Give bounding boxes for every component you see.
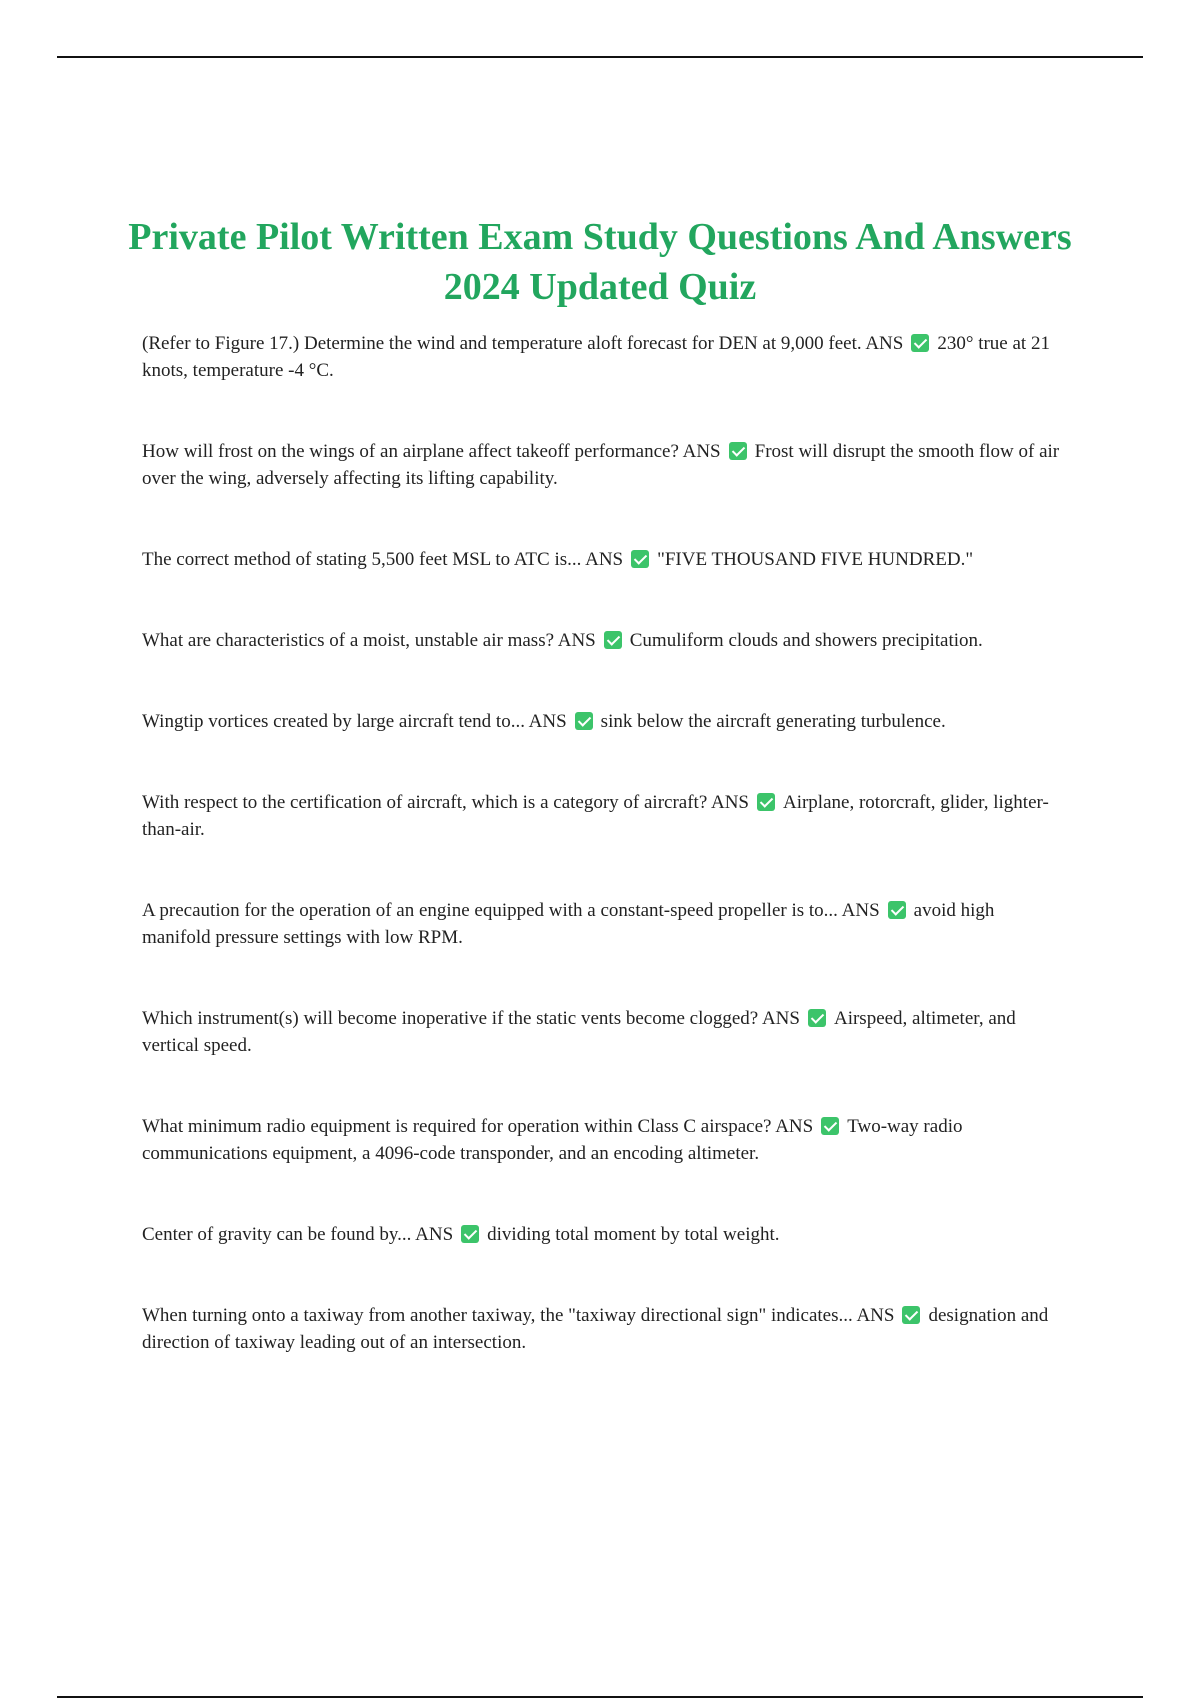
- question-text: A precaution for the operation of an engine equipped with a constant-speed propeller is to...: [142, 900, 842, 921]
- ans-label: ANS: [841, 900, 880, 921]
- check-mark-icon: [631, 550, 649, 568]
- ans-label: ANS: [710, 792, 749, 813]
- question-text: Which instrument(s) will become inoperative if the static vents become clogged?: [142, 1008, 762, 1029]
- ans-label: ANS: [856, 1305, 895, 1326]
- answer-text: Airplane, rotorcraft, glider, lighter-than-air.: [142, 792, 1049, 840]
- ans-label: ANS: [865, 333, 904, 354]
- ans-label: ANS: [557, 630, 596, 651]
- question-text: Wingtip vortices created by large aircraft tend to...: [142, 711, 529, 732]
- qa-item: [142, 546, 1062, 573]
- check-mark-icon: [729, 442, 747, 460]
- answer-text: sink below the aircraft generating turbulence.: [600, 711, 946, 732]
- check-mark-icon: [575, 712, 593, 730]
- qa-item: [142, 627, 1062, 654]
- check-mark-icon: [888, 901, 906, 919]
- ans-label: ANS: [761, 1008, 800, 1029]
- check-mark-icon: [604, 631, 622, 649]
- top-rule: [57, 56, 1143, 58]
- question-text: How will frost on the wings of an airplane affect takeoff performance?: [142, 441, 683, 462]
- check-mark-icon: [911, 334, 929, 352]
- qa-item: [142, 897, 1062, 951]
- question-text: What are characteristics of a moist, unstable air mass?: [142, 630, 558, 651]
- answer-text: Cumuliform clouds and showers precipitation.: [629, 630, 983, 651]
- qa-item: [142, 789, 1062, 843]
- ans-label: ANS: [775, 1116, 814, 1137]
- qa-item: [142, 1113, 1062, 1167]
- question-text: With respect to the certification of aircraft, which is a category of aircraft?: [142, 792, 711, 813]
- qa-item: [142, 438, 1062, 492]
- question-text: What minimum radio equipment is required for operation within Class C airspace?: [142, 1116, 776, 1137]
- question-text: The correct method of stating 5,500 feet MSL to ATC is...: [142, 549, 586, 570]
- question-text: When turning onto a taxiway from another taxiway, the "taxiway directional sign" indicates...: [142, 1305, 857, 1326]
- ans-label: ANS: [415, 1224, 454, 1245]
- qa-item: [142, 1005, 1062, 1059]
- answer-text: Frost will disrupt the smooth flow of air over the wing, adversely affecting its lifting capability.: [142, 441, 1060, 489]
- answer-text: Airspeed, altimeter, and vertical speed.: [142, 1008, 1016, 1056]
- qa-item: [142, 708, 1062, 735]
- qa-list: [142, 330, 1062, 1356]
- answer-text: "FIVE THOUSAND FIVE HUNDRED.": [657, 549, 974, 570]
- qa-item: [142, 330, 1062, 384]
- ans-label: ANS: [528, 711, 567, 732]
- answer-text: 230° true at 21 knots, temperature -4 °C.: [142, 333, 1050, 381]
- ans-label: ANS: [585, 549, 624, 570]
- answer-text: designation and direction of taxiway leading out of an intersection.: [142, 1305, 1049, 1353]
- check-mark-icon: [808, 1009, 826, 1027]
- answer-text: Two-way radio communications equipment, a 4096-code transponder, and an encoding altimeter.: [142, 1116, 963, 1164]
- question-text: (Refer to Figure 17.) Determine the wind and temperature aloft forecast for DEN at 9,000 feet.: [142, 333, 866, 354]
- document-title: Private Pilot Written Exam Study Questions And Answers 2024 Updated Quiz: [128, 216, 1072, 308]
- check-mark-icon: [757, 793, 775, 811]
- answer-text: avoid high manifold pressure settings with low RPM.: [142, 900, 995, 948]
- ans-label: ANS: [682, 441, 721, 462]
- qa-item: [142, 1302, 1062, 1356]
- answer-text: dividing total moment by total weight.: [487, 1224, 780, 1245]
- question-text: Center of gravity can be found by...: [142, 1224, 416, 1245]
- bottom-rule: [57, 1696, 1143, 1698]
- check-mark-icon: [821, 1117, 839, 1135]
- check-mark-icon: [902, 1306, 920, 1324]
- qa-item: [142, 1221, 1062, 1248]
- check-mark-icon: [461, 1225, 479, 1243]
